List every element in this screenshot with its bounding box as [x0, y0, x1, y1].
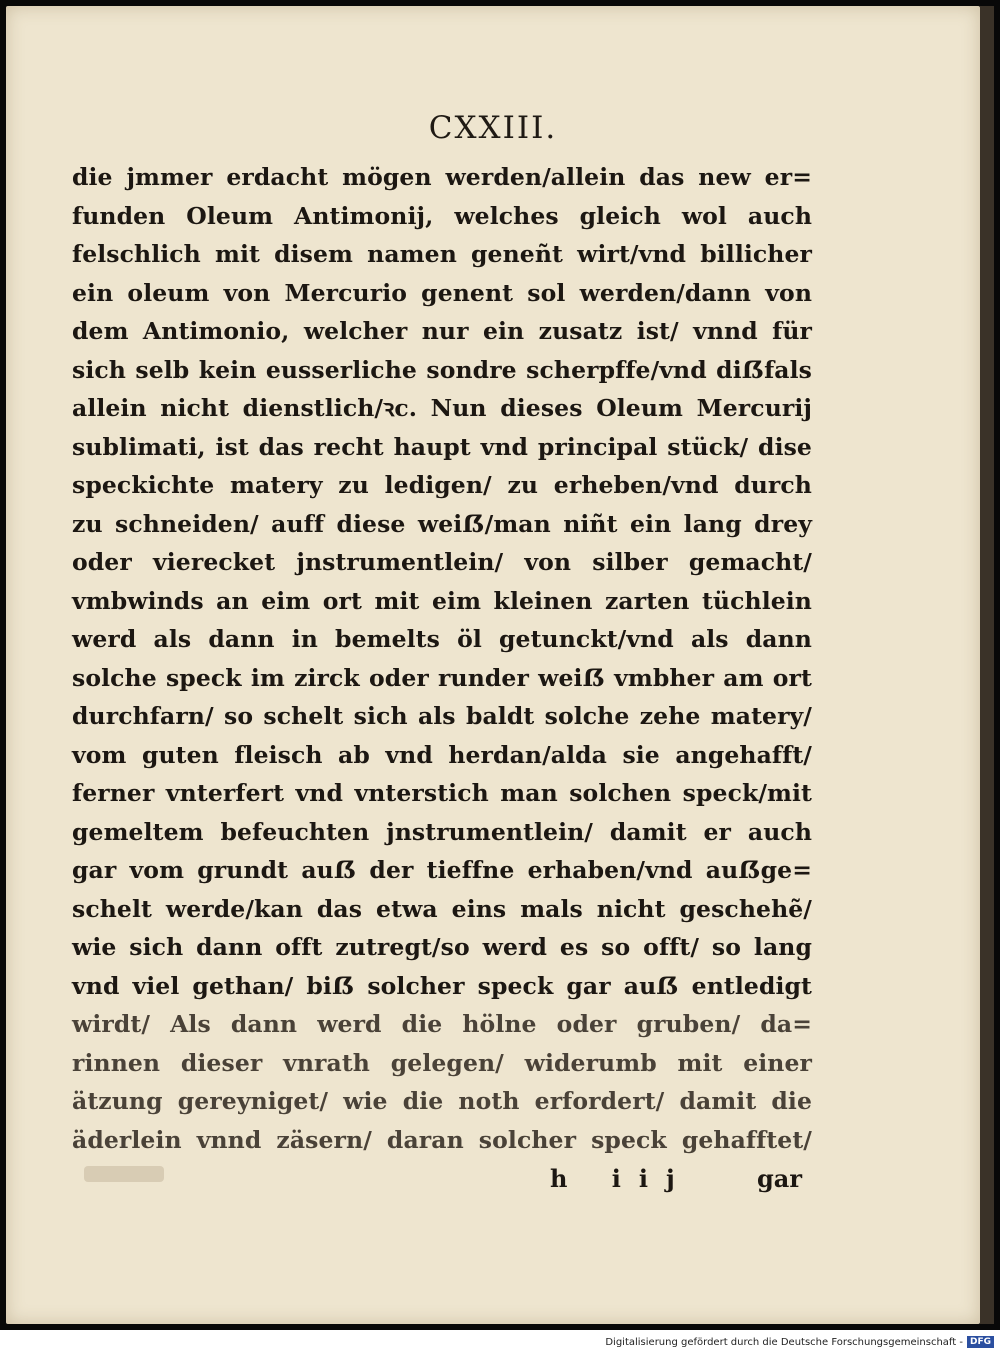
text-line: felschlich mit disem namen geneñt wirt/vnd billicher	[72, 240, 812, 268]
text-line: ätzung gereyniget/ wie die noth erfordert/ damit die	[72, 1087, 812, 1115]
credit-text: Digitalisierung gefördert durch die Deutsche Forschungsgemeinschaft -	[605, 1337, 963, 1348]
text-line: wie sich dann offt zutregt/so werd es so offt/ so lang	[72, 933, 812, 961]
text-line: ein oleum von Mercurio genent sol werden/dann von	[72, 278, 812, 307]
book-page	[6, 6, 980, 1324]
text-line: oder vierecket jnstrumentlein/ von silber gemacht/	[72, 548, 812, 576]
text-line: gemeltem befeuchten jnstrumentlein/ damit er auch	[72, 817, 812, 846]
text-line: ferner vnterfert vnd vnterstich man solchen speck/mit	[72, 779, 812, 807]
text-line: rinnen dieser vnrath gelegen/ widerumb mit einer	[72, 1048, 812, 1077]
dfg-logo: DFG	[967, 1336, 994, 1348]
book-edge	[980, 6, 994, 1324]
text-line: vom guten fleisch ab vnd herdan/alda sie angehafft/	[72, 740, 812, 769]
text-line: wirdt/ Als dann werd die hölne oder gruben/ da=	[72, 1010, 812, 1038]
signature-mark: h iij	[550, 1164, 693, 1193]
text-line: vnd viel gethan/ biẞ solcher speck gar auẞ entledigt	[72, 971, 812, 1000]
body-text	[72, 158, 812, 1159]
text-line: durchfarn/ so schelt sich als baldt solche zehe matery/	[72, 702, 812, 730]
text-line: vmbwinds an eim ort mit eim kleinen zarten tüchlein	[72, 586, 812, 615]
text-line: funden Oleum Antimonij, welches gleich wol auch	[72, 201, 812, 230]
text-line: dem Antimonio, welcher nur ein zusatz ist/ vnnd für	[72, 317, 812, 345]
text-line: zu schneiden/ auff diese weiẞ/man niñt ein lang drey	[72, 509, 812, 538]
text-line: äderlein vnnd zäsern/ daran solcher speck gehafftet/	[72, 1125, 812, 1154]
page-footer	[72, 1164, 802, 1204]
catchword: gar	[757, 1164, 802, 1193]
text-line: werd als dann in bemelts öl getunckt/vnd als dann	[72, 625, 812, 653]
text-line: speckichte matery zu ledigen/ zu erheben/vnd durch	[72, 471, 812, 499]
folio-number: CXXIII.	[428, 110, 558, 146]
text-line: die jmmer erdacht mögen werden/allein das new er=	[72, 163, 812, 191]
text-line: solche speck im zirck oder runder weiẞ vmbher am ort	[72, 663, 812, 692]
text-line: allein nicht dienstlich/ꝛc. Nun dieses Oleum Mercurij	[72, 394, 812, 422]
text-line: sich selb kein eusserliche sondre scherpffe/vnd diẞfals	[72, 355, 812, 384]
text-line: gar vom grundt auẞ der tieffne erhaben/vnd auẞge=	[72, 856, 812, 884]
text-line: schelt werde/kan das etwa eins mals nicht geschehẽ/	[72, 894, 812, 923]
text-line: sublimati, ist das recht haupt vnd principal stück/ dise	[72, 432, 812, 461]
digitization-credit	[0, 1336, 994, 1348]
